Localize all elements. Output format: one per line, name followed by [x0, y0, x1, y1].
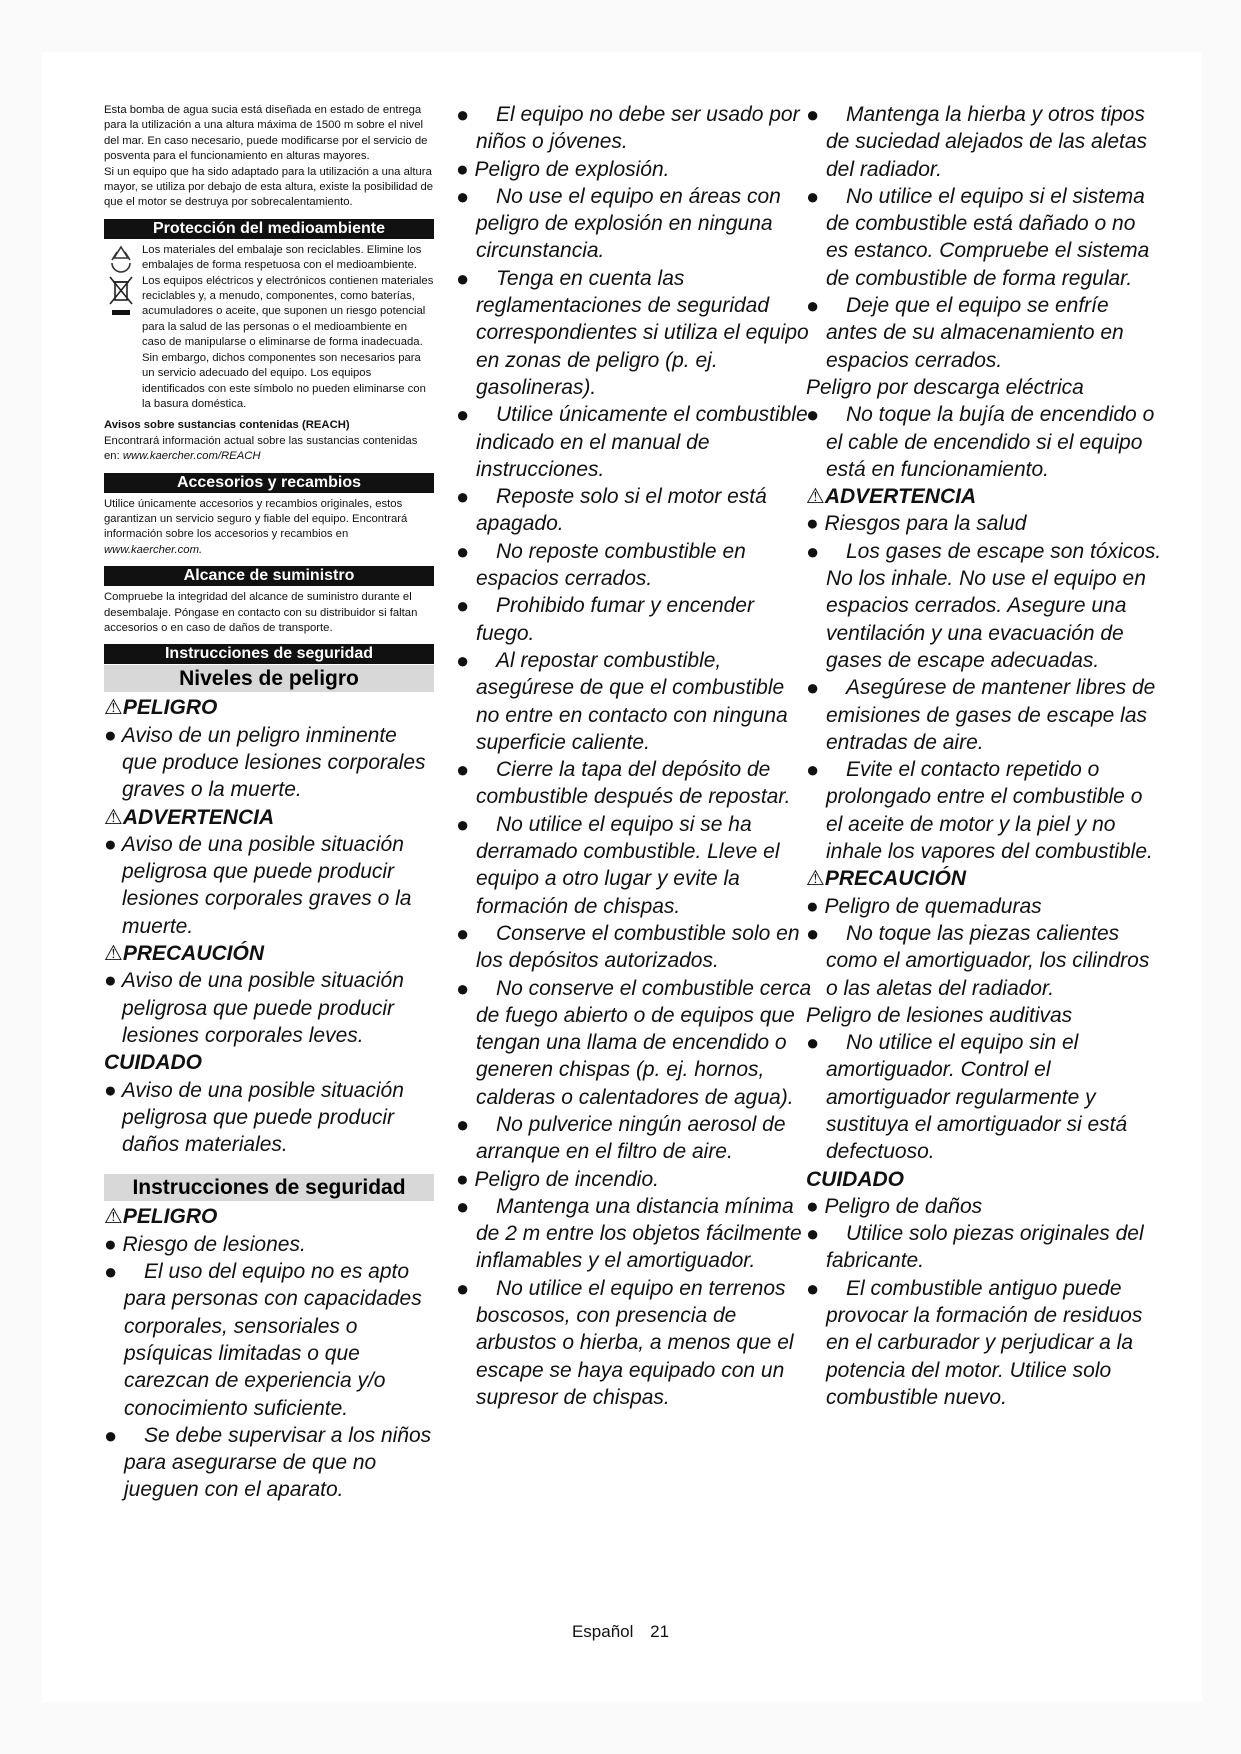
list-item — [456, 1111, 812, 1166]
list-item-text: Utilice solo piezas originales del fabricante. — [826, 1222, 1144, 1273]
level-advertencia-text: ● Aviso de una posible situación peligrosa que puede producir lesiones corporales graves o la muerte. — [104, 832, 412, 938]
list-item — [104, 1422, 434, 1504]
bullet-icon: ● — [456, 593, 470, 619]
list-item — [806, 674, 1162, 756]
bullet-icon: ● — [456, 102, 470, 127]
list-item — [806, 756, 1162, 865]
list-item-text: No reposte combustible en espacios cerrados. — [476, 539, 746, 591]
bullet-icon: ● — [104, 1259, 118, 1285]
list-item-text: No toque las piezas calientes como el amortiguador, los cilindros o las aletas del radiador. — [826, 921, 1150, 1000]
hazard-levels-heading: Niveles de peligro — [104, 665, 434, 692]
bullet-icon: ● — [806, 538, 820, 564]
health-risk-heading: ● Riesgos para la salud — [806, 512, 1027, 536]
list-item-text: No conserve el combustible cerca de fuego abierto o de equipos que tengan una llama de encendido o generen chispas (p. ej. hornos, calderas o calentadores de agua). — [476, 976, 812, 1109]
list-item — [456, 756, 812, 811]
hearing-hazard-heading: Peligro de lesiones auditivas — [806, 1003, 1073, 1027]
list-item-text: Prohibido fumar y encender fuego. — [476, 594, 754, 645]
list-item-text: Deje que el equipo se enfríe antes de su almacenamiento en espacios cerrados. — [826, 294, 1124, 372]
footer-language: Español — [571, 1622, 634, 1641]
damage-hazard-heading: ● Peligro de daños — [806, 1194, 983, 1218]
intro-paragraph-2: Si un equipo que ha sido adaptado para la utilización a una altura mayor, se utiliza por debajo de esta altura, existe la posibilidad de que el motor se destruya por sobrecalentamiento. — [104, 165, 434, 209]
bullet-icon: ● — [806, 402, 820, 428]
bullet-icon: ● — [456, 975, 470, 1001]
bullet-icon: ● — [456, 757, 470, 783]
list-item-text: Mantenga la hierba y otros tipos de suciedad alejados de las aletas del radiador. — [826, 103, 1148, 181]
list-item — [456, 975, 812, 1111]
crossed-bin-icon — [104, 274, 138, 320]
bullet-icon: ● — [456, 1111, 470, 1137]
scope-heading: Alcance de suministro — [104, 566, 434, 586]
list-item-text: No pulverice ningún aerosol de arranque en el filtro de aire. — [476, 1112, 786, 1164]
list-item — [806, 1275, 1162, 1411]
list-item — [456, 920, 812, 975]
list-item-text: Evite el contacto repetido o prolongado entre el combustible o el aceite de motor y la piel y no inhale los vapores del combustible. — [826, 758, 1153, 864]
level-peligro-text: ● Aviso de un peligro inminente que produce lesiones corporales graves o la muerte. — [104, 723, 426, 802]
bullet-icon: ● — [456, 402, 470, 428]
page-footer — [0, 1622, 1241, 1642]
accessories-heading: Accesorios y recambios — [104, 473, 434, 493]
safety-heading: Instrucciones de seguridad — [104, 644, 434, 664]
recycle-icon — [104, 243, 138, 273]
column-right — [806, 101, 1162, 1411]
bullet-icon: ● — [806, 1030, 820, 1056]
list-item — [456, 183, 812, 265]
bullet-icon: ● — [806, 1221, 820, 1247]
list-item — [806, 101, 1162, 183]
cuidado-heading: CUIDADO — [806, 1167, 904, 1191]
env-weee-block — [104, 274, 434, 413]
bullet-icon: ● — [806, 920, 820, 946]
list-item-text: No utilice el equipo sin el amortiguador. Control el amortiguador regularmente y sustituya el amortiguador si está defectuoso. — [826, 1031, 1128, 1164]
bullet-icon: ● — [456, 183, 470, 209]
list-item-text: Cierre la tapa del depósito de combustible después de repostar. — [476, 758, 791, 809]
column-middle — [456, 101, 812, 1411]
list-item — [456, 1275, 812, 1411]
list-item-text: El combustible antiguo puede provocar la formación de residuos en el carburador y perjudicar a la potencia del motor. Utilice solo combustible nuevo. — [826, 1276, 1143, 1409]
env-text-weee: Los equipos eléctricos y electrónicos contienen materiales reciclables y, a menudo, componentes, como baterías, acumuladores o aceite, que suponen un riesgo potencial para la salud de las personas o el medioambiente en caso de manipularse o eliminarse de forma inadecuada. Sin embargo, dichos componentes son necesarios para un servicio adecuado del equipo. Los equipos identificados con este símbolo no pueden eliminarse con la basura doméstica. — [142, 274, 434, 410]
list-item-text: Asegúrese de mantener libres de emisiones de gases de escape las entradas de aire. — [826, 676, 1156, 754]
level-precaucion-text: ● Aviso de una posible situación peligrosa que puede producir lesiones corporales leves. — [104, 969, 404, 1047]
list-item — [806, 401, 1162, 483]
list-item-text: Reposte solo si el motor está apagado. — [476, 485, 767, 536]
list-item — [456, 1193, 812, 1275]
list-item — [456, 265, 812, 401]
level-advertencia: ⚠ADVERTENCIA — [104, 805, 275, 829]
list-item — [456, 811, 812, 920]
list-item-text: No utilice el equipo en terrenos boscosos, con presencia de arbustos o hierba, a menos que el escape se haya equipado con un supresor de chispas. — [476, 1276, 794, 1409]
bullet-icon: ● — [104, 1422, 118, 1448]
bullet-icon: ● — [456, 647, 470, 673]
list-item-text: Se debe supervisar a los niños para asegurarse de que no jueguen con el aparato. — [124, 1423, 432, 1502]
list-item — [806, 1029, 1162, 1165]
list-item — [806, 292, 1162, 374]
accessories-text: Utilice únicamente accesorios y recambios originales, estos garantizan un servicio seguro y fiable del equipo. Encontrará información sobre los accesorios y recambios en — [104, 497, 408, 541]
bullet-icon: ● — [456, 538, 470, 564]
accessories-block — [104, 497, 434, 559]
list-item — [806, 183, 1162, 292]
accessories-link[interactable]: www.kaercher.com. — [104, 543, 203, 556]
list-item-text: Tenga en cuenta las reglamentaciones de seguridad correspondientes si utiliza el equipo en zonas de peligro (p. ej. gasolineras). — [476, 266, 809, 399]
list-item-text: Los gases de escape son tóxicos. No los inhale. No use el equipo en espacios cerrados. Asegure una ventilación y una evacuación de gases de escape adecuadas. — [826, 539, 1162, 672]
list-item-text: Mantenga una distancia mínima de 2 m entre los objetos fácilmente inflamables y el amortiguador. — [476, 1194, 802, 1273]
safety-instructions-heading: Instrucciones de seguridad — [104, 1174, 434, 1201]
bullet-icon: ● — [806, 183, 820, 209]
bullet-icon: ● — [806, 757, 820, 783]
precaucion-heading: ⚠PRECAUCIÓN — [806, 867, 967, 891]
list-item-text: No utilice el equipo si se ha derramado combustible. Lleve el equipo a otro lugar y evite la formación de chispas. — [476, 812, 780, 918]
list-item-text: El uso del equipo no es apto para personas con capacidades corporales, sensoriales o psíquicas limitadas o que carezcan de experiencia y/o conocimiento suficiente. — [124, 1260, 422, 1420]
env-recycle-block — [104, 243, 434, 274]
scope-text: Compruebe la integridad del alcance de suministro durante el desembalaje. Póngase en contacto con su distribuidor si faltan accesorios o en caso de daños de transporte. — [104, 591, 418, 634]
bullet-icon: ● — [806, 1275, 820, 1301]
column-left — [104, 103, 434, 1504]
list-item-text: El equipo no debe ser usado por niños o jóvenes. — [476, 103, 800, 154]
reach-link[interactable]: www.kaercher.com/REACH — [122, 450, 261, 463]
level-peligro: ⚠PELIGRO — [104, 696, 218, 720]
bullet-icon: ● — [806, 675, 820, 701]
electric-shock-heading: Peligro por descarga eléctrica — [806, 375, 1084, 399]
list-item — [456, 401, 812, 483]
explosion-hazard-heading: ● Peligro de explosión. — [456, 157, 670, 181]
reach-title: Avisos sobre sustancias contenidas (REACH) — [104, 419, 350, 432]
list-item-text: Conserve el combustible solo en los depósitos autorizados. — [476, 921, 800, 973]
env-text-packaging: Los materiales del embalaje son reciclables. Elimine los embalajes de forma respetuosa con el medioambiente. — [142, 243, 422, 272]
level-cuidado-text: ● Aviso de una posible situación peligrosa que puede producir daños materiales. — [104, 1078, 404, 1157]
list-item — [806, 1220, 1162, 1275]
level-precaucion: ⚠PRECAUCIÓN — [104, 942, 265, 966]
bullet-icon: ● — [456, 484, 470, 510]
list-item — [456, 101, 812, 156]
burn-hazard-heading: ● Peligro de quemaduras — [806, 894, 1042, 918]
bullet-icon: ● — [456, 1193, 470, 1219]
list-item-text: No toque la bujía de encendido o el cable de encendido si el equipo está en funcionamiento. — [826, 403, 1155, 481]
fire-hazard-heading: ● Peligro de incendio. — [456, 1167, 659, 1191]
list-item-text: No use el equipo en áreas con peligro de explosión en ninguna circunstancia. — [476, 184, 781, 263]
list-item-text: Al repostar combustible, asegúrese de que el combustible no entre en contacto con ninguna superficie caliente. — [476, 648, 788, 754]
peligro-heading: ⚠PELIGRO — [104, 1205, 218, 1229]
bullet-icon: ● — [456, 1275, 470, 1301]
reach-block — [104, 418, 434, 464]
bullet-icon: ● — [456, 265, 470, 291]
advertencia-heading: ⚠ADVERTENCIA — [806, 485, 977, 509]
bullet-icon: ● — [806, 102, 820, 127]
list-item-text: No utilice el equipo si el sistema de combustible está dañado o no es estanco. Compruebe el sistema de combustible de forma regular. — [826, 184, 1150, 290]
list-item — [104, 1258, 434, 1422]
list-item — [806, 920, 1162, 1002]
bullet-icon: ● — [456, 920, 470, 946]
page-number: 21 — [650, 1622, 670, 1641]
injury-risk-heading: ● Riesgo de lesiones. — [104, 1232, 306, 1256]
list-item-text: Utilice únicamente el combustible indicado en el manual de instrucciones. — [476, 403, 808, 481]
list-item — [456, 647, 812, 756]
bullet-icon: ● — [456, 811, 470, 837]
list-item — [456, 592, 812, 647]
reach-text: Encontrará información actual sobre las sustancias contenidas en: — [104, 434, 418, 463]
env-heading: Protección del medioambiente — [104, 219, 434, 239]
intro-paragraph-1: Esta bomba de agua sucia está diseñada en estado de entrega para la utilización a una altura máxima de 1500 m sobre el nivel del mar. En caso necesario, puede modificarse por el servicio de posventa para el funcionamiento en alturas mayores. — [104, 104, 428, 163]
bullet-icon: ● — [806, 293, 820, 319]
list-item — [456, 483, 812, 538]
level-cuidado: CUIDADO — [104, 1051, 202, 1075]
list-item — [456, 538, 812, 593]
list-item — [806, 538, 1162, 674]
